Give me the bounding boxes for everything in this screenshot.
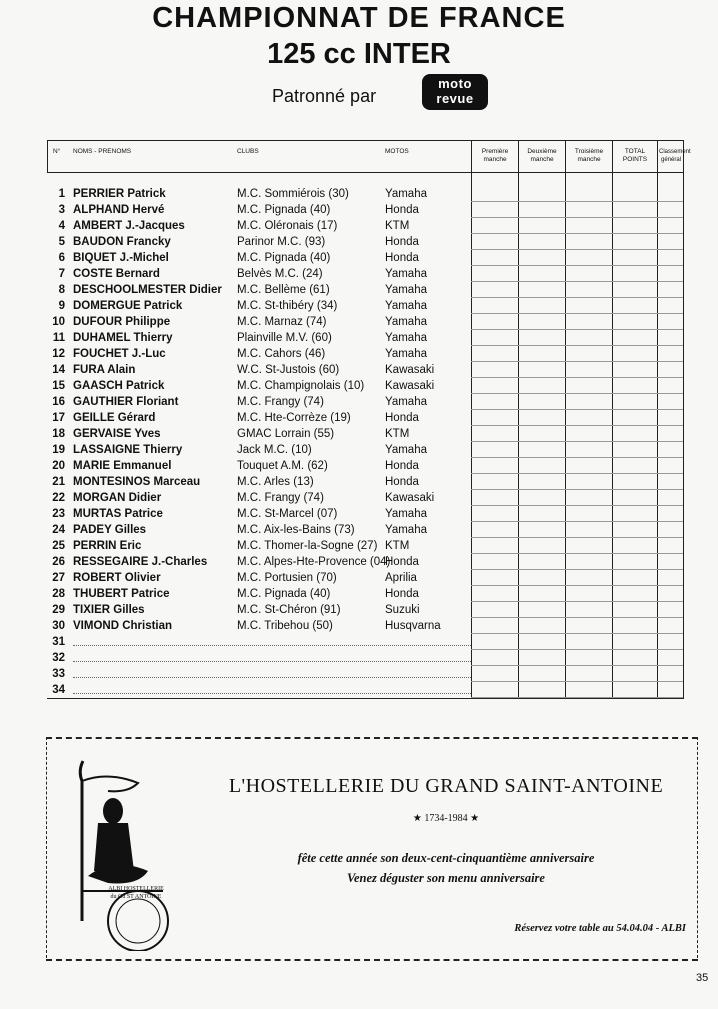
rider-moto: Honda (385, 236, 419, 248)
row-number: 9 (58, 300, 65, 312)
rider-moto: Yamaha (385, 508, 427, 520)
rider-club: M.C. St-thibéry (34) (237, 300, 338, 312)
header-motos: MOTOS (385, 148, 409, 155)
rider-moto: Kawasaki (385, 380, 435, 392)
table-row (47, 458, 683, 474)
rider-club: M.C. Bellème (61) (237, 284, 330, 296)
header-overall-ranking: Classement général (659, 149, 691, 163)
rider-club: Jack M.C. (10) (237, 444, 312, 456)
table-row (47, 346, 683, 362)
row-number: 16 (52, 396, 65, 408)
advert-dates: ★ 1734-1984 ★ (412, 813, 480, 824)
table-row (47, 250, 683, 266)
rider-name: FOUCHET J.-Luc (73, 348, 166, 360)
table-row (47, 410, 683, 426)
rider-club: Touquet A.M. (62) (237, 460, 328, 472)
rider-club: M.C. Frangy (74) (237, 492, 324, 504)
row-number: 24 (52, 524, 65, 536)
rider-moto: Aprilia (385, 572, 417, 584)
rider-moto: Yamaha (385, 316, 427, 328)
row-number: 6 (58, 252, 65, 264)
row-number: 14 (52, 364, 65, 376)
row-number: 1 (58, 188, 65, 200)
rider-name: GERVAISE Yves (73, 428, 161, 440)
rider-club: M.C. Hte-Corrèze (19) (237, 412, 351, 424)
row-number: 22 (52, 492, 65, 504)
row-number: 26 (52, 556, 65, 568)
rider-moto: KTM (385, 220, 410, 232)
header-names: NOMS - PRENOMS (73, 148, 132, 155)
rider-name: ALPHAND Hervé (73, 204, 165, 216)
table-row (47, 554, 683, 570)
row-number: 7 (58, 268, 65, 280)
rider-moto: KTM (385, 428, 410, 440)
row-number: 19 (52, 444, 65, 456)
row-number: 31 (52, 636, 65, 648)
rider-club: M.C. Pignada (40) (237, 252, 331, 264)
rider-name: GAASCH Patrick (73, 380, 165, 392)
rider-name: MONTESINOS Marceau (73, 476, 201, 488)
rider-club: M.C. Cahors (46) (237, 348, 326, 360)
header-first-race: Première manche (481, 148, 509, 163)
rider-club: Plainville M.V. (60) (237, 332, 332, 344)
row-number: 27 (52, 572, 65, 584)
rider-moto: Honda (385, 412, 419, 424)
blank-entry-line (73, 693, 471, 694)
rider-name: PERRIN Eric (73, 540, 142, 552)
rider-moto: Husqvarna (385, 620, 441, 632)
rider-club: Parinor M.C. (93) (237, 236, 326, 248)
rider-moto: Yamaha (385, 524, 427, 536)
row-number: 21 (52, 476, 65, 488)
header-third-race: Troisième manche (574, 148, 604, 163)
rider-name: DESCHOOLMESTER Didier (73, 284, 222, 296)
header-num: N° (53, 148, 61, 155)
row-number: 23 (52, 508, 65, 520)
row-number: 5 (58, 236, 65, 248)
rider-name: FURA Alain (73, 364, 136, 376)
rider-name: MARIE Emmanuel (73, 460, 172, 472)
rider-club: Belvès M.C. (24) (237, 268, 323, 280)
rider-name: BIQUET J.-Michel (73, 252, 169, 264)
row-number: 17 (52, 412, 65, 424)
rider-moto: Kawasaki (385, 492, 435, 504)
rider-name: PERRIER Patrick (73, 188, 166, 200)
table-row (47, 298, 683, 314)
page-number: 35 (696, 972, 709, 984)
blank-entry-line (73, 677, 471, 678)
table-row (47, 330, 683, 346)
table-row (47, 218, 683, 234)
table-header-rule (47, 172, 683, 173)
rider-club: M.C. Portusien (70) (237, 572, 337, 584)
rider-moto: Suzuki (385, 604, 420, 616)
advert-box (46, 737, 698, 961)
rider-moto: Yamaha (385, 188, 427, 200)
row-number: 10 (52, 316, 65, 328)
rider-club: W.C. St-Justois (60) (237, 364, 340, 376)
logo-word-revue: revue (436, 91, 474, 106)
row-number: 33 (52, 668, 65, 680)
advert-emblem (68, 751, 188, 951)
rider-name: GAUTHIER Floriant (73, 396, 179, 408)
advert-emblem-text: ALBI HOSTELLERIE du Gd ST ANTOINE (108, 886, 164, 900)
rider-club: M.C. Frangy (74) (237, 396, 324, 408)
header-second-race: Deuxième manche (527, 148, 557, 163)
hanging-sign-icon (68, 751, 188, 951)
rider-name: LASSAIGNE Thierry (73, 444, 183, 456)
moto-revue-logo (422, 74, 488, 110)
table-row (47, 202, 683, 218)
table-row (47, 586, 683, 602)
rider-name: GEILLE Gérard (73, 412, 156, 424)
row-number: 18 (52, 428, 65, 440)
rider-club: M.C. Sommiérois (30) (237, 188, 349, 200)
table-row (47, 426, 683, 442)
row-number: 25 (52, 540, 65, 552)
table-row (47, 650, 683, 666)
rider-name: RESSEGAIRE J.-Charles (73, 556, 208, 568)
rider-name: DUFOUR Philippe (73, 316, 171, 328)
row-number: 30 (52, 620, 65, 632)
advert-left-border (46, 737, 47, 958)
row-number: 34 (52, 684, 65, 696)
rider-name: MORGAN Didier (73, 492, 162, 504)
rider-moto: Yamaha (385, 300, 427, 312)
table-row (47, 442, 683, 458)
advert-line-anniversary: fête cette année son deux-cent-cinquantième anniversaire (297, 851, 595, 865)
advert-line-menu: Venez déguster son menu anniversaire (347, 871, 545, 885)
rider-name: ROBERT Olivier (73, 572, 161, 584)
rider-club: M.C. St-Marcel (07) (237, 508, 338, 520)
table-row (47, 666, 683, 682)
rider-club: M.C. Alpes-Hte-Provence (04) (237, 556, 391, 568)
rider-club: M.C. Tribehou (50) (237, 620, 333, 632)
row-number: 32 (52, 652, 65, 664)
table-left-border (47, 140, 48, 173)
table-row (47, 474, 683, 490)
rider-club: M.C. Marnaz (74) (237, 316, 327, 328)
rider-moto: Honda (385, 556, 419, 568)
rider-name: AMBERT J.-Jacques (73, 220, 185, 232)
advert-reservation: Réservez votre table au 54.04.04 - ALBI (514, 923, 686, 934)
rider-name: DOMERGUE Patrick (73, 300, 183, 312)
rider-club: M.C. Thomer-la-Sogne (27) (237, 540, 378, 552)
rider-name: COSTE Bernard (73, 268, 160, 280)
table-row (47, 602, 683, 618)
header-total-points: TOTAL POINTS (622, 148, 648, 163)
rider-club: M.C. Pignada (40) (237, 204, 331, 216)
rider-moto: Kawasaki (385, 364, 435, 376)
table-row (47, 490, 683, 506)
row-number: 8 (58, 284, 65, 296)
rider-name: DUHAMEL Thierry (73, 332, 173, 344)
rider-moto: Honda (385, 460, 419, 472)
table-right-border (683, 140, 684, 699)
rider-moto: Yamaha (385, 348, 427, 360)
table-row (47, 618, 683, 634)
rider-moto: Yamaha (385, 444, 427, 456)
table-row (47, 522, 683, 538)
table-bottom-rule (47, 698, 683, 699)
rider-club: GMAC Lorrain (55) (237, 428, 335, 440)
rider-club: M.C. Aix-les-Bains (73) (237, 524, 355, 536)
table-row (47, 186, 683, 202)
row-number: 3 (58, 204, 65, 216)
row-number: 11 (52, 332, 65, 344)
page-title-line2: 125 cc INTER (267, 38, 451, 70)
rider-name: THUBERT Patrice (73, 588, 170, 600)
table-row (47, 634, 683, 650)
results-table (47, 140, 691, 698)
table-row (47, 314, 683, 330)
table-row (47, 570, 683, 586)
blank-entry-line (73, 645, 471, 646)
rider-club: M.C. Arles (13) (237, 476, 314, 488)
rider-moto: KTM (385, 540, 410, 552)
rider-name: BAUDON Francky (73, 236, 171, 248)
table-row (47, 362, 683, 378)
table-row (47, 538, 683, 554)
rider-moto: Yamaha (385, 396, 427, 408)
table-top-rule (47, 140, 683, 141)
rider-moto: Honda (385, 588, 419, 600)
rider-club: M.C. Champignolais (10) (237, 380, 365, 392)
table-row (47, 682, 683, 698)
rider-name: TIXIER Gilles (73, 604, 145, 616)
table-row (47, 394, 683, 410)
blank-entry-line (73, 661, 471, 662)
rider-name: MURTAS Patrice (73, 508, 163, 520)
rider-club: M.C. Pignada (40) (237, 588, 331, 600)
rider-moto: Yamaha (385, 332, 427, 344)
rider-club: M.C. St-Chéron (91) (237, 604, 341, 616)
rider-moto: Yamaha (385, 284, 427, 296)
advert-right-border (697, 737, 698, 958)
rider-name: PADEY Gilles (73, 524, 147, 536)
table-row (47, 266, 683, 282)
rider-moto: Honda (385, 476, 419, 488)
points-row-rule (471, 697, 683, 698)
header-clubs: CLUBS (237, 148, 259, 155)
advert-title: L'HOSTELLERIE DU GRAND SAINT-ANTOINE (228, 775, 664, 797)
row-number: 12 (52, 348, 65, 360)
table-row (47, 282, 683, 298)
table-row (47, 378, 683, 394)
rider-moto: Honda (385, 252, 419, 264)
page-title-line1: CHAMPIONNAT DE FRANCE (152, 2, 566, 34)
table-row (47, 506, 683, 522)
row-number: 28 (52, 588, 65, 600)
rider-name: VIMOND Christian (73, 620, 173, 632)
rider-club: M.C. Oléronais (17) (237, 220, 338, 232)
row-number: 4 (58, 220, 65, 232)
row-number: 29 (52, 604, 65, 616)
rider-moto: Honda (385, 204, 419, 216)
logo-word-moto: moto (438, 76, 472, 91)
row-number: 15 (52, 380, 65, 392)
table-row (47, 234, 683, 250)
sponsor-label: Patronné par (272, 86, 377, 106)
row-number: 20 (52, 460, 65, 472)
rider-moto: Yamaha (385, 268, 427, 280)
